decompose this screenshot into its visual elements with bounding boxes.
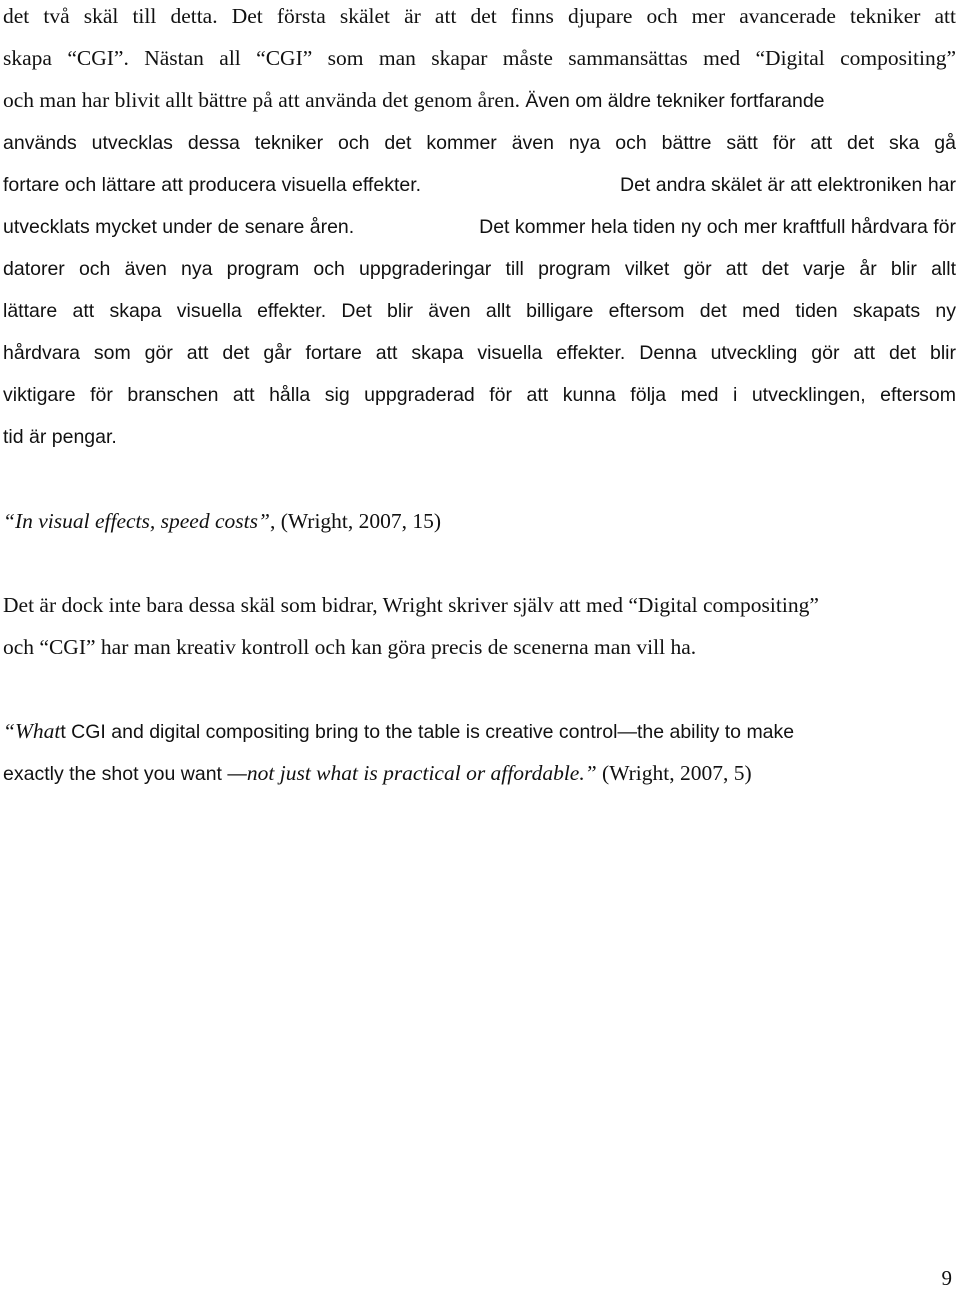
paragraph-line: hårdvara som gör att det går fortare att skapa visuella effekter. Denna utveckling gör att det blir [3,342,956,364]
paragraph-line: det två skäl till detta. Det första skälet är att det finns djupare och mer avancerade tekniker att [3,4,956,28]
block-quote [3,508,441,534]
paragraph-line: Det är dock inte bara dessa skäl som bidrar, Wright skriver själv att med “Digital compositing” [3,593,819,617]
paragraph-line: fortare och lättare att producera visuella effekter. Det andra skälet är att elektroniken har [3,174,956,196]
paragraph-line: skapa “CGI”. Nästan all “CGI” som man skapar måste sammansättas med “Digital compositing” [3,46,956,70]
quote-citation: , (Wright, 2007, 15) [269,509,442,533]
paragraph-line: viktigare för branschen att hålla sig uppgraderad för att kunna följa med i utvecklingen, eftersom [3,384,956,406]
paragraph-line: utvecklats mycket under de senare åren. Det kommer hela tiden ny och mer kraftfull hårdvara för [3,216,956,238]
quote-citation: (Wright, 2007, 5) [596,761,752,785]
paragraph-line: lättare att skapa visuella effekter. Det blir även allt billigare eftersom det med tiden skapats ny [3,300,956,322]
page-number: 9 [941,1266,952,1290]
paragraph-line: datorer och även nya program och uppgraderingar till program vilket gör att det varje år blir allt [3,258,956,280]
block-quote: “Whatt CGI and digital compositing bring to the table is creative control—the ability to make [3,719,795,743]
paragraph-line: används utvecklas dessa tekniker och det kommer även nya och bättre sätt för att det ska gå [3,132,956,154]
block-quote: exactly the shot you want —not just what is practical or affordable.” (Wright, 2007, 5) [3,761,752,785]
quote-text: “In visual effects, speed costs” [3,509,270,533]
paragraph-line: tid är pengar. [3,426,117,448]
paragraph-line: och “CGI” har man kreativ kontroll och kan göra precis de scenerna man vill ha. [3,635,697,659]
paragraph-line: och man har blivit allt bättre på att använda det genom åren. Även om äldre tekniker fortfarande [3,88,825,112]
